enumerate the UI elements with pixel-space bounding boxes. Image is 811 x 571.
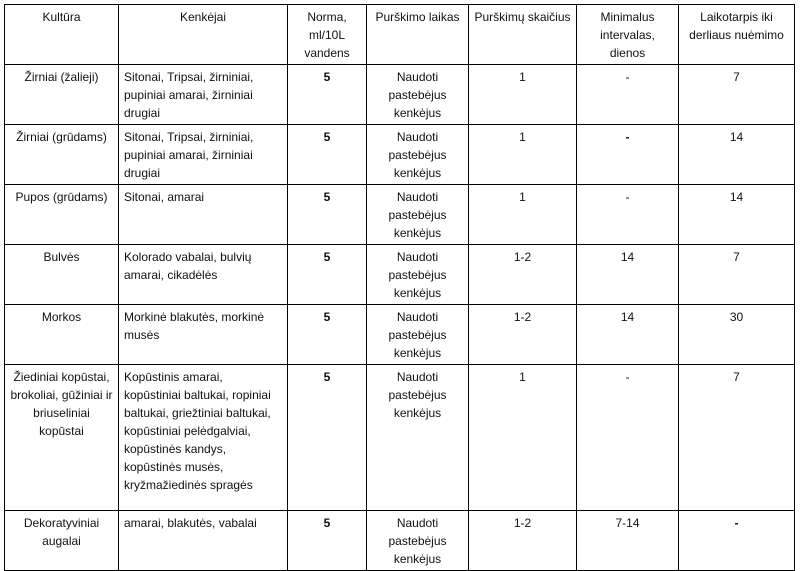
- table-row: [5, 365, 795, 511]
- cell-laikotarpis: 30: [679, 305, 795, 365]
- table-row: [5, 305, 795, 365]
- cell-intervalas: -: [577, 125, 679, 185]
- header-kultura: Kultūra: [5, 5, 119, 65]
- cell-kenkejai: Kolorado vabalai, bulvių amarai, cikadėlės: [119, 245, 288, 305]
- cell-kenkejai: amarai, blakutės, vabalai: [119, 511, 288, 571]
- cell-kultura: Pupos (grūdams): [5, 185, 119, 245]
- table-row: [5, 185, 795, 245]
- cell-kultura: Žiediniai kopūstai, brokoliai, gūžiniai ir briuseliniai kopūstai: [5, 365, 119, 511]
- cell-kenkejai: Sitonai, amarai: [119, 185, 288, 245]
- cell-laikas: Naudoti pastebėjus kenkėjus: [367, 185, 469, 245]
- header-laikas: Purškimo laikas: [367, 5, 469, 65]
- cell-skaicius: 1: [469, 185, 577, 245]
- cell-laikas: Naudoti pastebėjus kenkėjus: [367, 365, 469, 511]
- header-laikotarpis: Laikotarpis iki derliaus nuėmimo: [679, 5, 795, 65]
- cell-norma: 5: [288, 185, 367, 245]
- cell-skaicius: 1: [469, 65, 577, 125]
- cell-skaicius: 1-2: [469, 245, 577, 305]
- cell-intervalas: -: [577, 185, 679, 245]
- cell-kenkejai: Sitonai, Tripsai, žirniniai, pupiniai amarai, žirniniai drugiai: [119, 125, 288, 185]
- header-skaicius: Purškimų skaičius: [469, 5, 577, 65]
- cell-laikotarpis: 7: [679, 65, 795, 125]
- cell-laikas: Naudoti pastebėjus kenkėjus: [367, 305, 469, 365]
- cell-norma: 5: [288, 511, 367, 571]
- cell-intervalas: -: [577, 365, 679, 511]
- cell-laikas: Naudoti pastebėjus kenkėjus: [367, 511, 469, 571]
- cell-intervalas: 14: [577, 305, 679, 365]
- cell-skaicius: 1: [469, 125, 577, 185]
- cell-intervalas: 7-14: [577, 511, 679, 571]
- cell-laikas: Naudoti pastebėjus kenkėjus: [367, 65, 469, 125]
- cell-skaicius: 1-2: [469, 511, 577, 571]
- cell-norma: 5: [288, 245, 367, 305]
- cell-skaicius: 1: [469, 365, 577, 511]
- cell-intervalas: 14: [577, 245, 679, 305]
- pesticide-table: [4, 4, 795, 571]
- cell-norma: 5: [288, 125, 367, 185]
- cell-kultura: Morkos: [5, 305, 119, 365]
- cell-norma: 5: [288, 365, 367, 511]
- cell-laikas: Naudoti pastebėjus kenkėjus: [367, 125, 469, 185]
- cell-intervalas: -: [577, 65, 679, 125]
- cell-kenkejai: Sitonai, Tripsai, žirniniai, pupiniai amarai, žirniniai drugiai: [119, 65, 288, 125]
- header-intervalas: Minimalus intervalas, dienos: [577, 5, 679, 65]
- cell-norma: 5: [288, 65, 367, 125]
- cell-kenkejai: Kopūstinis amarai, kopūstiniai baltukai, ropiniai baltukai, griežtiniai baltukai, kopūstiniai pelėdgalviai, kopūstinės kandys, kopūstinės musės, kryžmažiedinės spragės: [119, 365, 288, 511]
- cell-skaicius: 1-2: [469, 305, 577, 365]
- cell-laikotarpis: 14: [679, 125, 795, 185]
- cell-laikotarpis: 14: [679, 185, 795, 245]
- table-row: [5, 245, 795, 305]
- table-row: [5, 511, 795, 571]
- header-row: [5, 5, 795, 65]
- cell-kenkejai: Morkinė blakutės, morkinė musės: [119, 305, 288, 365]
- table-row: [5, 125, 795, 185]
- cell-kultura: Žirniai (grūdams): [5, 125, 119, 185]
- cell-kultura: Bulvės: [5, 245, 119, 305]
- cell-laikotarpis: -: [679, 511, 795, 571]
- header-norma: Norma, ml/10L vandens: [288, 5, 367, 65]
- header-kenkejai: Kenkėjai: [119, 5, 288, 65]
- cell-laikas: Naudoti pastebėjus kenkėjus: [367, 245, 469, 305]
- table-row: [5, 65, 795, 125]
- cell-kultura: Žirniai (žalieji): [5, 65, 119, 125]
- cell-laikotarpis: 7: [679, 245, 795, 305]
- cell-kultura: Dekoratyviniai augalai: [5, 511, 119, 571]
- cell-norma: 5: [288, 305, 367, 365]
- cell-laikotarpis: 7: [679, 365, 795, 511]
